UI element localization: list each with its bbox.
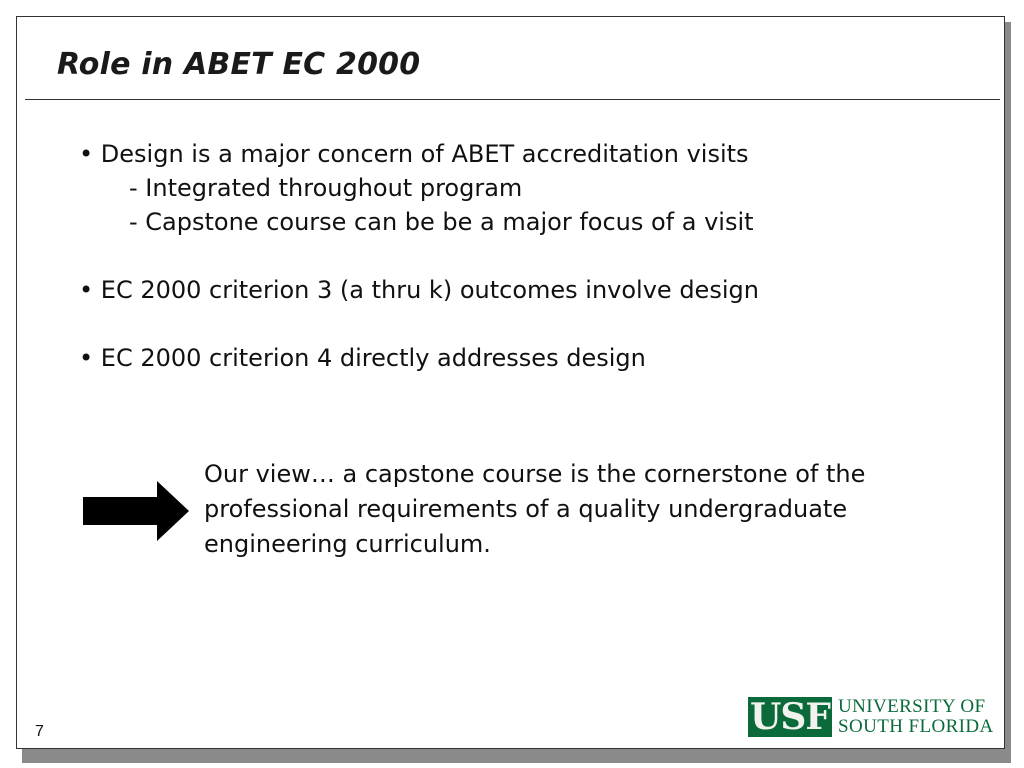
view-line-2: professional requirements of a quality undergraduate: [204, 495, 848, 523]
slide-title: Role in ABET EC 2000: [57, 47, 421, 82]
bullet-1-sub-1: - Integrated throughout program: [129, 174, 523, 202]
bullet-3: • EC 2000 criterion 4 directly addresses design: [79, 344, 646, 372]
view-line-1: Our view… a capstone course is the cornerstone of the: [204, 460, 866, 488]
bullet-list: [79, 137, 759, 375]
arrow-right-icon: [83, 481, 189, 541]
bullet-2: • EC 2000 criterion 3 (a thru k) outcomes involve design: [79, 276, 759, 304]
view-line-3: engineering curriculum.: [204, 530, 491, 558]
bullet-1-sub-2: - Capstone course can be be a major focus of a visit: [129, 208, 754, 236]
bullet-1: • Design is a major concern of ABET accreditation visits: [79, 140, 749, 168]
logo-line-1: UNIVERSITY OF: [838, 696, 986, 717]
page-number: 7: [35, 723, 44, 740]
view-statement: [204, 457, 964, 562]
usf-logo: [748, 695, 994, 739]
logo-line-2: SOUTH FLORIDA: [838, 716, 994, 737]
usf-logo-mark: USF: [748, 697, 832, 737]
title-divider: [25, 99, 1000, 100]
slide: [16, 16, 1005, 749]
usf-logo-wordmark: [838, 697, 994, 737]
